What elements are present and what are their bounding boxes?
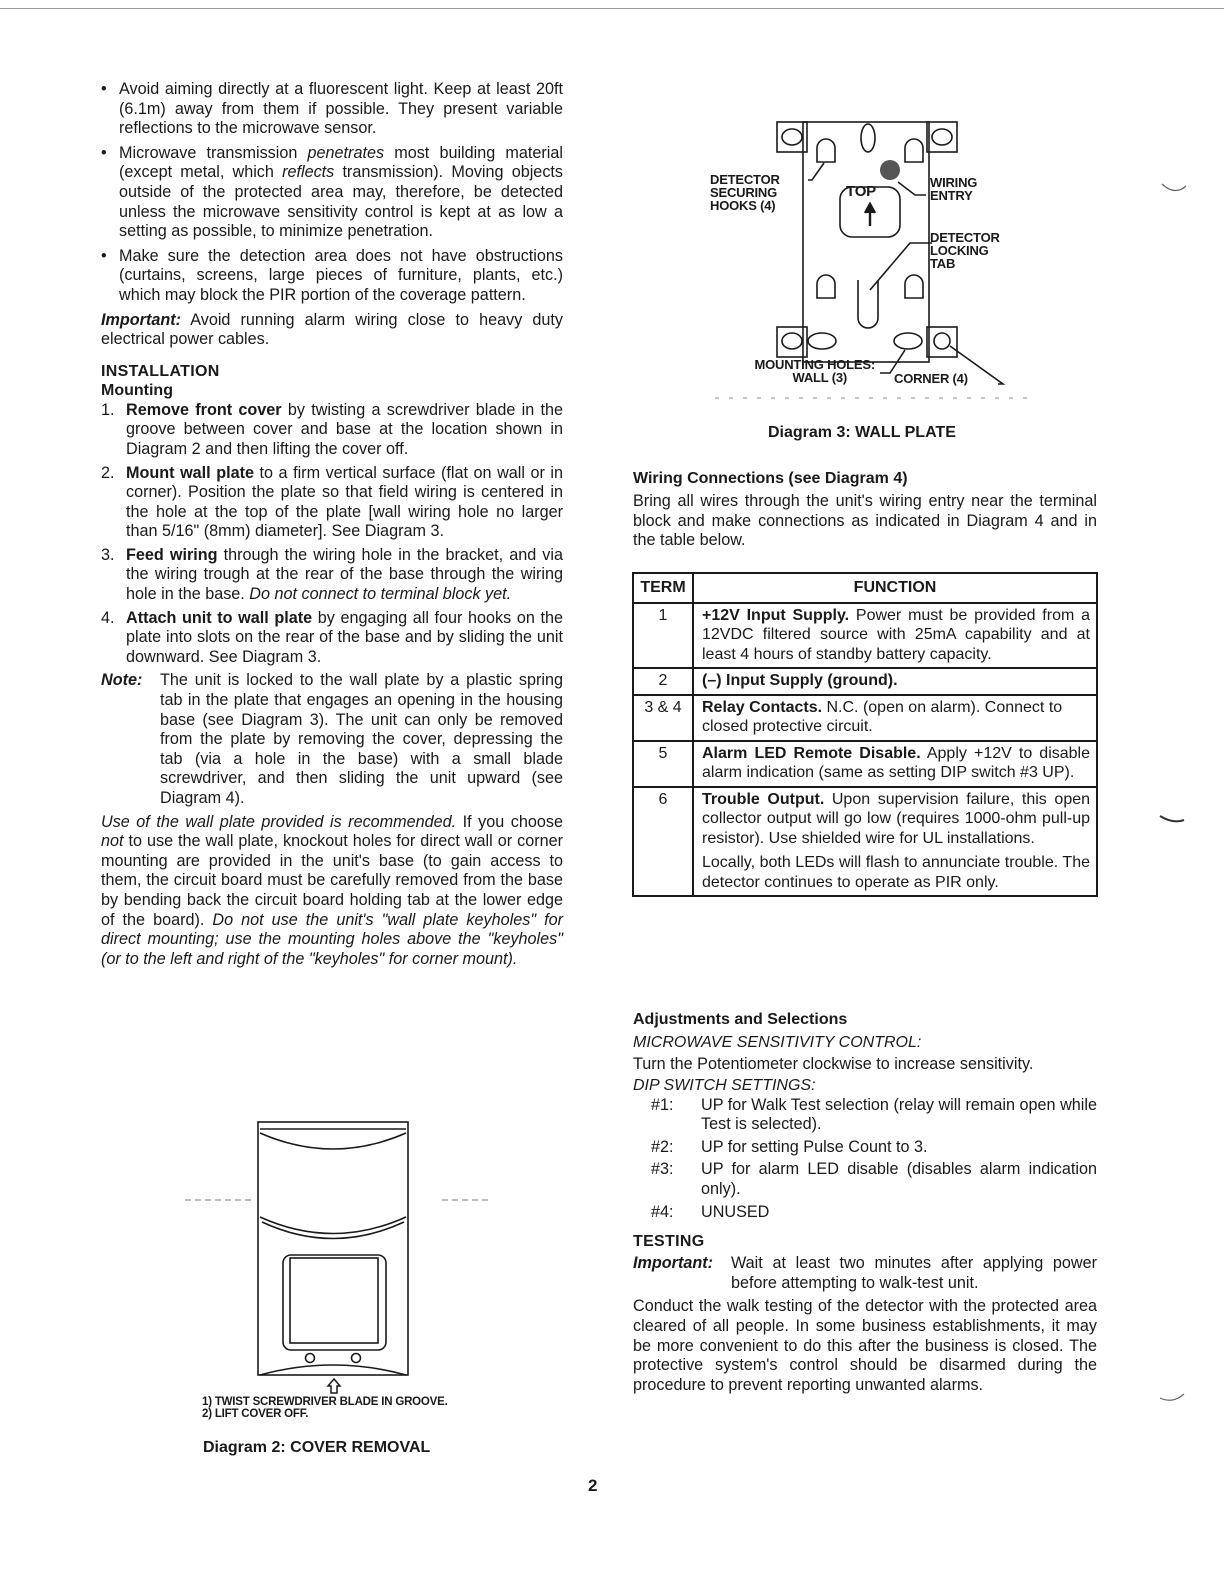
dip-heading: DIP SWITCH SETTINGS: xyxy=(633,1076,816,1094)
securing-hook-bl xyxy=(817,275,835,298)
page-number: 2 xyxy=(588,1476,598,1495)
bullet-microwave xyxy=(101,144,563,242)
securing-hook-br xyxy=(905,275,923,298)
function-title: +12V Input Supply. xyxy=(702,606,850,624)
table-row xyxy=(633,668,1097,695)
step-text: by engaging all four hooks on the plate into slots on the rear of the base and by sliding the unit downward. See Diagram 3. xyxy=(126,608,563,666)
wall-hole-bottom-right xyxy=(894,333,922,349)
step-3 xyxy=(101,546,563,605)
important-text: Wait at least two minutes after applying power before attempting to walk-test unit. xyxy=(731,1254,1097,1292)
emphasis: Use of the wall plate provided is recommended. xyxy=(101,812,457,831)
diagram2-caption: Diagram 2: COVER REMOVAL xyxy=(203,1439,431,1456)
securing-hook-tl xyxy=(817,139,835,162)
step-text: by twisting a screwdriver blade in the groove between cover and base at the location shown in Diagram 2 and then lifting the cover off. xyxy=(126,400,564,458)
header-function: FUNCTION xyxy=(693,573,1097,603)
microwave-text: Turn the Potentiometer clockwise to increase sensitivity. xyxy=(633,1055,1034,1073)
term-cell: 3 & 4 xyxy=(633,695,693,741)
terminal-table xyxy=(632,572,1098,897)
function-cell xyxy=(693,603,1097,669)
step-title: Attach unit to wall plate xyxy=(126,608,313,627)
hooks-leader xyxy=(808,163,824,180)
step-emphasis: Do not connect to terminal block yet. xyxy=(249,585,512,604)
text: transmission). Moving objects outside of the protected area may, therefore, be detected unless the microwave sensitivity control is kept at as low a setting as possible, to minimize penetration. xyxy=(119,163,563,241)
label-line: HOOKS (4) xyxy=(710,198,776,213)
dip-key: #4: xyxy=(651,1202,674,1221)
function-title: (–) Input Supply (ground). xyxy=(702,672,898,689)
dip-item-4 xyxy=(651,1203,1097,1223)
margin-mark xyxy=(1158,1390,1188,1410)
function-text: Apply +12V to disable alarm indication (same as setting DIP switch #3 UP). xyxy=(702,744,1090,781)
middle-curve-inner xyxy=(262,1222,404,1239)
diagram3-caption: Diagram 3: WALL PLATE xyxy=(768,424,956,441)
dip-key: #2: xyxy=(651,1137,674,1156)
dip-text: UP for alarm LED disable (disables alarm indication only). xyxy=(701,1160,1097,1198)
microwave-heading: MICROWAVE SENSITIVITY CONTROL: xyxy=(633,1034,922,1051)
led-right xyxy=(352,1354,361,1363)
term-cell: 6 xyxy=(633,787,693,897)
function-cell xyxy=(693,668,1097,695)
lens-window-inner xyxy=(290,1258,378,1343)
margin-mark xyxy=(1158,810,1188,830)
function-text: N.C. (open on alarm). Connect to closed protective circuit. xyxy=(702,698,1063,735)
step-number: 3. xyxy=(101,545,115,564)
table-header-row xyxy=(633,573,1097,603)
table-row xyxy=(633,741,1097,787)
dip-text: UP for setting Pulse Count to 3. xyxy=(701,1137,928,1156)
step-text: to a firm vertical surface (flat on wall or in corner). Position the plate so that field wiring is centered in the hole at the top of the plate [wall wiring hole no larger than 5/16" (8mm) diameter]. See Diagram 3. xyxy=(126,463,564,541)
top-arrow xyxy=(865,204,875,226)
adjustments-heading: Adjustments and Selections xyxy=(633,1011,848,1028)
step-title: Feed wiring xyxy=(126,545,218,564)
label-line: WIRING xyxy=(930,175,978,190)
plate-body xyxy=(803,122,929,362)
emphasis: penetrates xyxy=(307,143,385,162)
testing-text: Conduct the walk testing of the detector with the protected area cleared of all people. In some business establishments, it may be more convenient to do this after the business is closed. The protective system's control should be disarmed during the procedure to prevent reporting unwanted alarms. xyxy=(633,1297,1097,1394)
label-detector-hooks xyxy=(710,173,780,212)
led-left xyxy=(306,1354,315,1363)
wiring-leader xyxy=(898,182,926,195)
margin-mark xyxy=(1160,180,1190,200)
text: If you choose xyxy=(456,812,563,831)
important-label: Important: xyxy=(101,310,182,329)
important-label: Important: xyxy=(633,1254,714,1273)
label-line: SECURING xyxy=(710,185,778,200)
step-title: Remove front cover xyxy=(126,400,282,419)
corner-hole-br xyxy=(934,333,950,349)
cover-removal-diagram xyxy=(180,1100,560,1380)
dip-text: UNUSED xyxy=(701,1202,770,1221)
important-note xyxy=(101,311,563,350)
label-line: DETECTOR xyxy=(930,230,1000,245)
table-row xyxy=(633,603,1097,669)
middle-curve xyxy=(260,1217,406,1234)
function-cell xyxy=(693,741,1097,787)
label-mounting-holes xyxy=(725,358,875,384)
adjustments-section xyxy=(633,1010,1097,1395)
step-number: 1. xyxy=(101,400,115,419)
arrow-up-icon xyxy=(326,1378,342,1394)
wiring-section xyxy=(633,469,1097,551)
securing-hook-tr xyxy=(905,139,923,162)
header-term: TERM xyxy=(633,573,693,603)
note-text: The unit is locked to the wall plate by a plastic spring tab in the plate that engages an opening in the housing base (see Diagram 3). The unit can only be removed from the plate by removing the cover, depressing the tab (via a hole in the base) with a small blade screwdriver, and then sliding the unit upward (see Diagram 4). xyxy=(160,671,563,807)
table-row xyxy=(633,695,1097,741)
mounting-note xyxy=(101,671,563,808)
step-number: 2. xyxy=(101,463,115,482)
dip-text: UP for Walk Test selection (relay will remain open while Test is selected). xyxy=(701,1095,1097,1134)
wiring-text: Bring all wires through the unit's wiring entry near the terminal block and make connections as indicated in Diagram 4 and in the table below. xyxy=(633,492,1097,550)
note-label: Note: xyxy=(101,671,143,690)
label-line: DETECTOR xyxy=(710,172,780,187)
function-title: Trouble Output. xyxy=(702,790,825,808)
step-number: 4. xyxy=(101,608,115,627)
text: Microwave transmission xyxy=(119,143,308,162)
diagram2-instruction-1: 1) TWIST SCREWDRIVER BLADE IN GROOVE. xyxy=(202,1396,448,1408)
lens-window-outer xyxy=(283,1255,386,1350)
corner-tab-br xyxy=(927,327,957,357)
emphasis: not xyxy=(101,832,124,851)
step-4 xyxy=(101,609,563,668)
dip-item-2 xyxy=(651,1138,1097,1158)
diagram2-instruction-2: 2) LIFT COVER OFF. xyxy=(202,1408,309,1420)
term-cell: 2 xyxy=(633,668,693,695)
important-text: Avoid running alarm wiring close to heavy duty electrical power cables. xyxy=(101,310,563,349)
corner-hole-tl xyxy=(782,129,802,145)
function-title: Alarm LED Remote Disable. xyxy=(702,744,921,762)
emphasis: Do not use the unit's "wall plate keyholes" for direct mounting; use the mounting holes above the "keyholes" (or to the left and right of the "keyholes" for corner mount). xyxy=(101,910,563,968)
label-top: TOP xyxy=(846,183,876,200)
corner-hole-bl xyxy=(782,333,802,349)
terminal-table-wrap xyxy=(632,572,1098,897)
dip-item-1 xyxy=(651,1096,1097,1135)
step-title: Mount wall plate xyxy=(126,463,254,482)
term-cell: 1 xyxy=(633,603,693,669)
label-line: MOUNTING HOLES: xyxy=(754,357,875,372)
text: to use the wall plate, knockout holes for direct wall or corner mounting are provided in the unit's base (to gain access to them, the circuit board must be carefully removed from the base by bending back the circuit board holding tab at the lower edge of the board). xyxy=(101,832,563,929)
left-column xyxy=(101,80,563,969)
wiring-heading: Wiring Connections (see Diagram 4) xyxy=(633,470,908,487)
function-extra: Locally, both LEDs will flash to annunciate trouble. The detector continues to operate as PIR only. xyxy=(702,854,1090,891)
testing-important xyxy=(633,1254,1097,1293)
step-2 xyxy=(101,464,563,542)
label-line: ENTRY xyxy=(930,188,973,203)
step-text: through the wiring hole in the bracket, and via the wiring trough at the rear of the base through the wiring hole in the base. xyxy=(126,545,563,604)
dip-item-3 xyxy=(651,1160,1097,1199)
function-text: Power must be provided from a 12VDC filtered source with 25mA capability and at least 4 hours of standby battery capacity. xyxy=(702,606,1091,663)
dip-key: #3: xyxy=(651,1160,674,1179)
bullet-fluorescent: • Avoid aiming directly at a fluorescent light. Keep at least 20ft (6.1m) away from them if possible. They present variable reflections to the microwave sensor. xyxy=(101,80,563,139)
step-1 xyxy=(101,401,563,460)
bottom-groove-curve xyxy=(260,1365,406,1375)
label-corner: CORNER (4) xyxy=(894,371,968,386)
label-line: TAB xyxy=(930,256,956,271)
label-wiring-entry xyxy=(930,176,977,202)
upper-curve xyxy=(260,1133,406,1149)
dip-key: #1: xyxy=(651,1095,674,1114)
wall-hole-top xyxy=(861,124,875,152)
corner-hole-tr xyxy=(932,129,952,145)
installation-heading: INSTALLATION xyxy=(101,362,220,380)
label-line: LOCKING xyxy=(930,243,989,258)
wall-plate-paragraph xyxy=(101,813,563,970)
function-title: Relay Contacts. xyxy=(702,698,823,716)
function-cell xyxy=(693,695,1097,741)
wiring-entry-hole xyxy=(880,160,900,180)
testing-heading: TESTING xyxy=(633,1233,705,1251)
table-row xyxy=(633,787,1097,897)
term-cell: 5 xyxy=(633,741,693,787)
mounting-heading: Mounting xyxy=(101,381,173,399)
function-cell xyxy=(693,787,1097,897)
wall-hole-bottom-left xyxy=(808,333,836,349)
function-text: Upon supervision failure, this open collector output will go low (requires 1000-ohm pull-up resistor). Use shielded wire for UL installations. xyxy=(702,790,1091,847)
label-line: WALL (3) xyxy=(792,370,847,385)
text: most building material (except metal, which xyxy=(119,143,563,182)
bullet-obstructions: • Make sure the detection area does not have obstructions (curtains, screens, large pieces of furniture, plants, etc.) which may block the PIR portion of the coverage pattern. xyxy=(101,247,563,306)
label-locking-tab xyxy=(930,231,1000,270)
page-top-rule xyxy=(0,8,1224,9)
locking-tab xyxy=(858,280,878,328)
emphasis: reflects xyxy=(282,163,335,182)
